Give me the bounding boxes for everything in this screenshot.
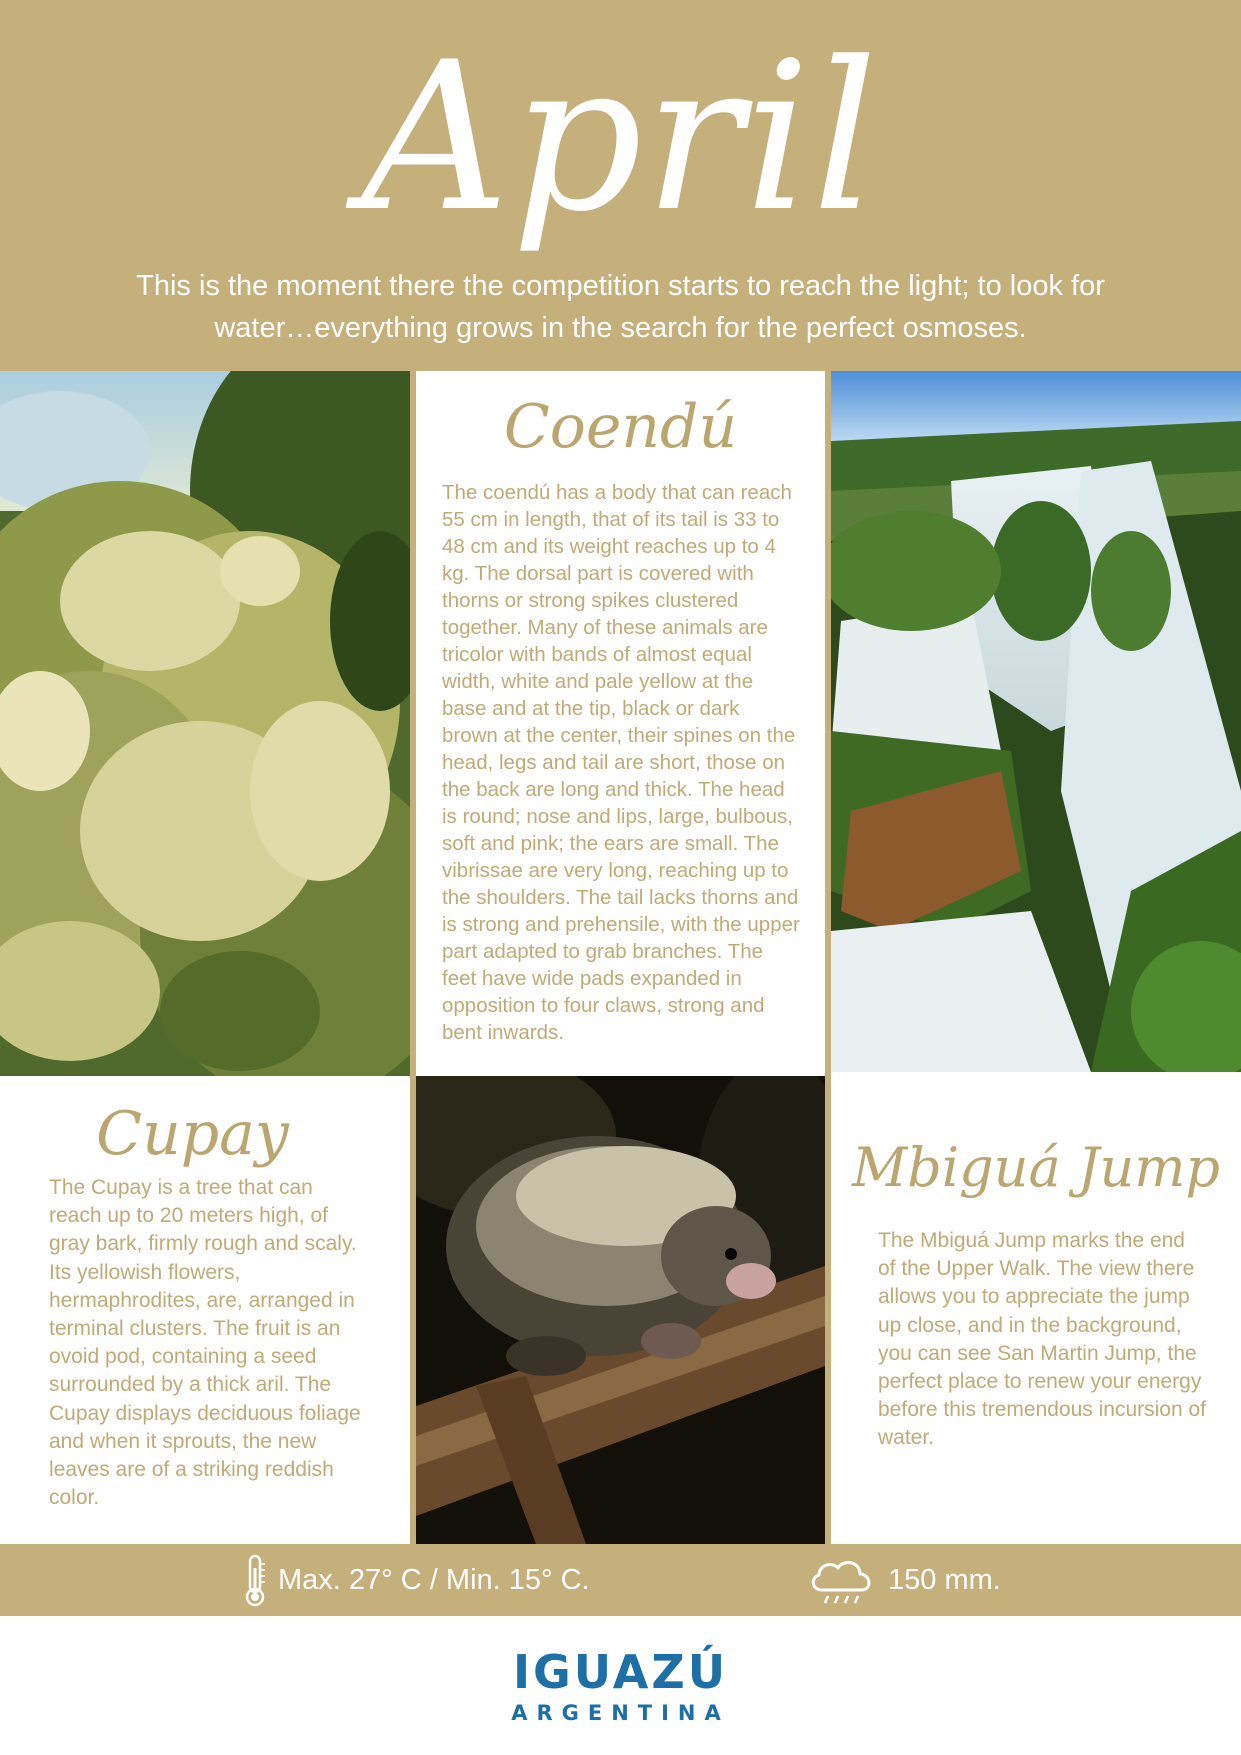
- content-grid: [0, 371, 1241, 1544]
- temperature-text: Max. 27° C / Min. 15° C.: [278, 1564, 590, 1596]
- mbigua-panel: [831, 1072, 1241, 1544]
- logo-country: ARGENTINA: [511, 1701, 730, 1725]
- weather-bar: [0, 1544, 1241, 1616]
- coendu-photo: [416, 1076, 825, 1544]
- thermometer-icon: [240, 1554, 270, 1608]
- coendu-description: The coendú has a body that can reach 55 cm in length, that of its tail is 33 to 48 cm and its weight reaches up to 4 kg. The dorsal part is covered with thorns or strong spikes clustered together. Many of these animals are tricolor with bands of almost equal width, white and pale yellow at the base and at the tip, black or dark brown at the center, their spines on the head, legs and tail are short, those on the back are long and thick. The head is round; nose and lips, large, bulbous, soft and pink; the ears are small. The vibrissae are very long, reaching up to the shoulders. The tail lacks thorns and is strong and prehensile, with the upper part adapted to grab branches. The feet have wide pads expanded in opposition to four claws, strong and bent inwards.: [442, 481, 800, 1044]
- cupay-tree-photo: [0, 371, 410, 1076]
- month-title: April: [361, 19, 880, 257]
- mbigua-description: The Mbiguá Jump marks the end of the Upper Walk. The view there allows you to appreciate the jump up close, and in the background, you can see San Martin Jump, the perfect place to renew your energy before this tremendous incursion of water.: [878, 1229, 1207, 1450]
- cupay-panel: [0, 1076, 410, 1544]
- coendu-title: Coendú: [503, 392, 738, 462]
- intro-text: This is the moment there the competition starts to reach the light; to look for water…everything grows in the search for the perfect osmoses.: [136, 270, 1105, 344]
- cupay-title: Cupay: [96, 1099, 289, 1169]
- iguazu-logo: IGUAZÚ: [512, 1645, 729, 1699]
- coendu-panel: [416, 371, 825, 1076]
- rainfall-text: 150 mm.: [888, 1564, 1001, 1596]
- rain-cloud-icon: [808, 1556, 876, 1608]
- waterfall-photo: [831, 371, 1241, 1072]
- cupay-description: The Cupay is a tree that can reach up to 20 meters high, of gray bark, firmly rough and scaly. Its yellowish flowers, hermaphrodites, are, arranged in terminal clusters. The fruit is an ovoid pod, containing a seed surrounded by a thick aril. The Cupay displays deciduous foliage and when it sprouts, the new leaves are of a striking reddish color.: [49, 1176, 361, 1510]
- header-banner: [0, 0, 1241, 371]
- mbigua-title: Mbiguá Jump: [851, 1136, 1221, 1199]
